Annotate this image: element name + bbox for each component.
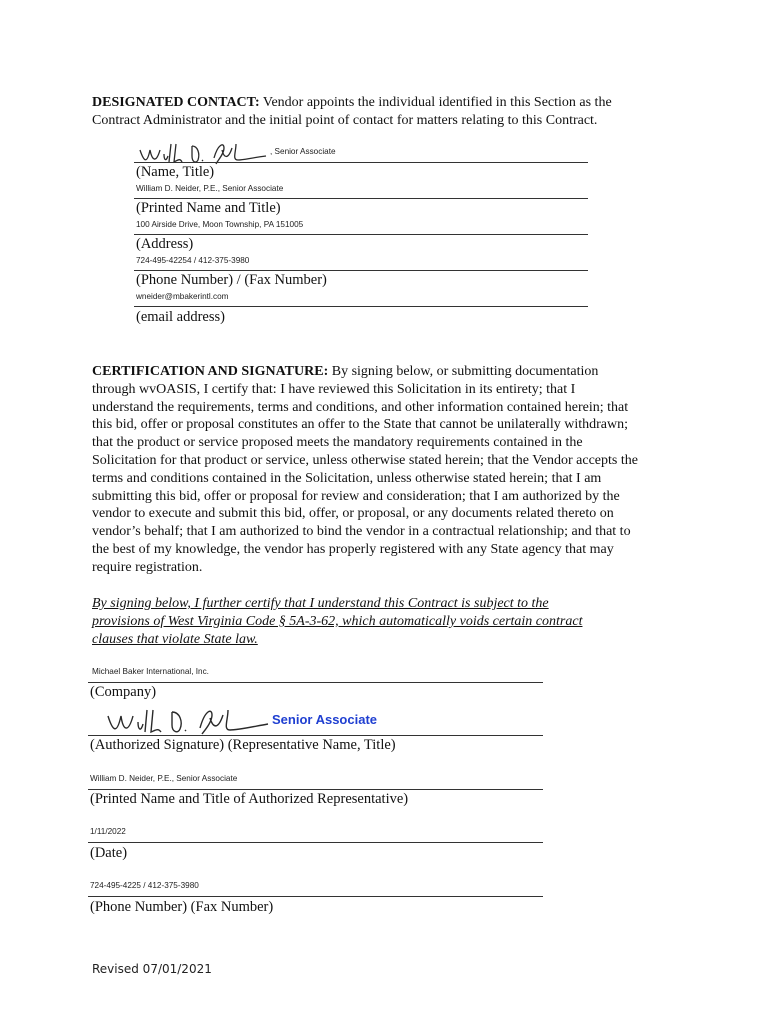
certification-line: understand the requirements, terms and conditions, and other information contained herein; that	[92, 399, 629, 415]
revised-footer: Revised 07/01/2021	[92, 962, 212, 976]
signature-title-text: Senior Associate	[272, 712, 378, 727]
designated-contact-paragraph	[92, 94, 692, 130]
address-label: (Address)	[136, 236, 194, 252]
rep-phone-rule	[88, 896, 543, 897]
name-title-value: , Senior Associate	[270, 147, 336, 156]
further-certify-line: clauses that violate State law.	[92, 631, 258, 647]
email-label: (email address)	[136, 309, 225, 325]
certification-line: terms and conditions contained in the Solicitation, unless otherwise stated herein; that I am	[92, 470, 602, 486]
phone-rule	[134, 270, 588, 271]
certification-line: By signing below, or submitting documentation	[328, 364, 599, 379]
authorized-signature-image	[106, 704, 272, 738]
printed-name-label: (Printed Name and Title)	[136, 200, 281, 216]
printed-rep-rule	[88, 789, 543, 790]
certification-heading: CERTIFICATION AND SIGNATURE:	[92, 364, 329, 379]
date-rule	[88, 842, 543, 843]
further-certify-line: provisions of West Virginia Code § 5A-3-62, which automatically voids certain contract	[92, 613, 583, 629]
certification-line: vendor’s behalf; that I am authorized to bind the vendor in a contractual relationship; and that to	[92, 524, 631, 540]
certification-line: require registration.	[92, 559, 203, 575]
further-certify-paragraph	[92, 595, 692, 648]
company-value: Michael Baker International, Inc.	[92, 667, 209, 676]
certification-line: this bid, offer or proposal constitutes an offer to the State that cannot be unilaterally withdrawn;	[92, 417, 629, 433]
printed-name-rule	[134, 198, 588, 199]
phone-value: 724-495-42254 / 412-375-3980	[136, 256, 250, 265]
certification-line: through wvOASIS, I certify that: I have reviewed this Solicitation in its entirety; that I	[92, 381, 576, 397]
designated-contact-text-2: Contract Administrator and the initial point of contact for matters relating to this Contract.	[92, 112, 598, 128]
rep-phone-value: 724-495-4225 / 412-375-3980	[90, 881, 199, 890]
printed-rep-value: William D. Neider, P.E., Senior Associate	[90, 774, 238, 783]
name-title-rule	[134, 162, 588, 163]
certification-line: submitting this bid, offer or proposal for review and consideration; that I am authorized by the	[92, 488, 620, 504]
signature-rule	[88, 735, 543, 736]
address-value: 100 Airside Drive, Moon Township, PA 151005	[136, 220, 304, 229]
company-rule	[88, 682, 543, 683]
phone-label: (Phone Number) / (Fax Number)	[136, 272, 327, 288]
date-value: 1/11/2022	[90, 827, 126, 836]
further-certify-line: By signing below, I further certify that I understand this Contract is subject to the	[92, 596, 549, 611]
address-rule	[134, 234, 588, 235]
printed-name-value: William D. Neider, P.E., Senior Associate	[136, 184, 284, 193]
date-label: (Date)	[90, 845, 128, 861]
designated-contact-text-1: Vendor appoints the individual identified in this Section as the	[259, 95, 612, 110]
email-value: wneider@mbakerintl.com	[136, 292, 229, 301]
certification-line: the best of my knowledge, the vendor has properly registered with any State agency that may	[92, 541, 614, 557]
printed-rep-label: (Printed Name and Title of Authorized Representative)	[90, 791, 409, 807]
certification-line: vendor to execute and submit this bid, offer, or proposal, or any documents related thereto on	[92, 506, 614, 522]
designated-contact-heading: DESIGNATED CONTACT:	[92, 95, 260, 110]
certification-paragraph	[92, 363, 702, 577]
email-rule	[134, 306, 588, 307]
name-title-label: (Name, Title)	[136, 164, 215, 180]
certification-line: that the product or service proposed meets the mandatory requirements contained in the	[92, 435, 583, 451]
certification-line: Solicitation for that product or service, unless otherwise stated herein; that the Vendor accepts the	[92, 452, 638, 468]
company-label: (Company)	[90, 684, 157, 700]
signature-label: (Authorized Signature) (Representative Name, Title)	[90, 737, 396, 753]
rep-phone-label: (Phone Number) (Fax Number)	[90, 899, 274, 915]
